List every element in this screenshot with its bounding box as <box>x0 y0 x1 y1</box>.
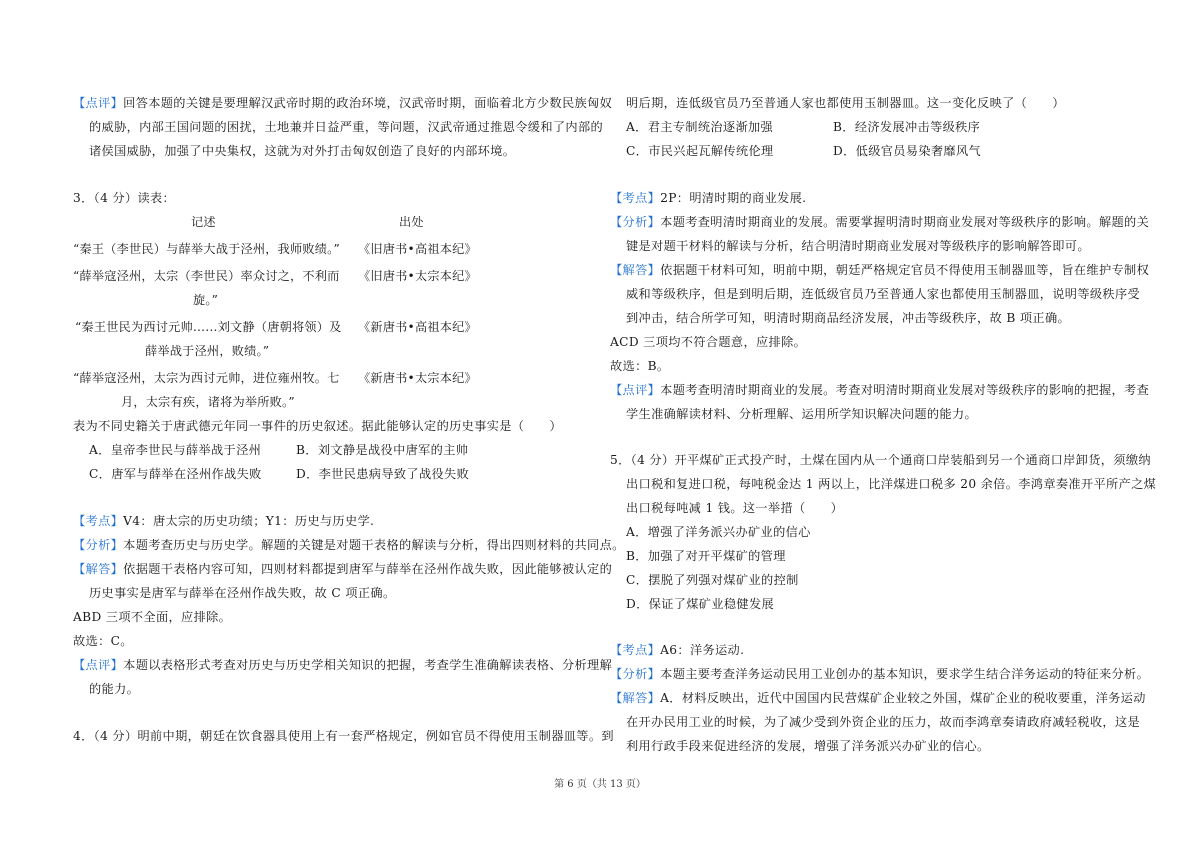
q2-comment-line2: 的威胁，内部王国问题的困扰，土地兼并日益严重，等问题，汉武帝通过推恩令缓和了内部的 <box>89 120 604 134</box>
q3-option-d: D．李世民患病导致了战役失败 <box>296 467 470 481</box>
table-row-3-record-cont: 薛举战于泾州，败绩。” <box>145 344 270 358</box>
table-row-2-record-cont: 旋。” <box>193 293 219 307</box>
q5-option-c: C．摆脱了列强对煤矿业的控制 <box>626 573 799 587</box>
q2-comment-line3: 诸侯国威胁，加强了中央集权，这就为对外打击匈奴创造了良好的内部环境。 <box>89 144 516 158</box>
q4-jieda-line3: 到冲击，结合所学可知，明清时期商品经济发展，冲击等级秩序，故 B 项正确。 <box>626 311 1071 325</box>
table-row-2-source: 《旧唐书•太宗本纪》 <box>358 269 477 283</box>
q4-option-a: A．君主专制统治逐渐加强 <box>626 120 774 134</box>
q4-option-b: B．经济发展冲击等级秩序 <box>833 120 981 134</box>
table-row-3-record: “秦王世民为西讨元帅……刘文静（唐朝将领）及 <box>75 320 342 334</box>
q5-option-a: A．增强了洋务派兴办矿业的信心 <box>626 525 811 539</box>
q4-choose: 故选：B。 <box>610 359 670 373</box>
table-row-1-source: 《旧唐书•高祖本纪》 <box>358 242 477 256</box>
q3-choose: 故选：C。 <box>73 634 133 648</box>
q4-jieda-line2: 威和等级秩序，但是到明后期，连低级官员乃至普通人家也都使用玉制器皿，说明等级秩序受 <box>626 287 1141 301</box>
table-row-4-record: “薛举寇泾州，太宗为西讨元帅，进位雍州牧。七 <box>73 371 340 385</box>
table-row-4-source: 《新唐书•太宗本纪》 <box>358 371 477 385</box>
q4-dianping-line2: 学生准确解读材料、分析理解、运用所学知识解决问题的能力。 <box>626 407 978 421</box>
q4-option-d: D．低级官员易染奢靡风气 <box>833 144 982 158</box>
q5-jieda-line3: 利用行政手段来促进经济的发展，增强了洋务派兴办矿业的信心。 <box>626 739 990 753</box>
q3-jieda-line1: 【解答】依据题干表格内容可知，四则材料都提到唐军与薛举在泾州作战失败，因此能够被认定的 <box>73 562 613 576</box>
q3-abd: ABD 三项不全面，应排除。 <box>73 610 232 624</box>
q4-kaodian: 【考点】2P：明清时期的商业发展. <box>610 191 807 205</box>
q3-jieda-line2: 历史事实是唐军与薛举在泾州作战失败，故 C 项正确。 <box>89 586 396 600</box>
table-row-2-record: “薛举寇泾州，太宗（李世民）率众讨之，不利而 <box>73 269 340 283</box>
q4-jieda-line1: 【解答】依据题干材料可知，明前中期，朝廷严格规定官员不得使用玉制器皿等，旨在维护专制权 <box>610 263 1150 277</box>
q5-fenxi: 【分析】本题主要考查洋务运动民用工业创办的基本知识，要求学生结合洋务运动的特征来分析。 <box>610 667 1150 681</box>
q5-stem-line1: 5．（4 分）开平煤矿正式投产时，土煤在国内从一个通商口岸装船到另一个通商口岸卸货，须缴纳 <box>610 453 1151 467</box>
q5-kaodian: 【考点】A6：洋务运动. <box>610 643 745 657</box>
q5-stem-line2: 出口税和复进口税，每吨税金达 1 两以上，比洋煤进口税多 20 余倍。李鸿章奏准开平所产之煤 <box>626 477 1157 491</box>
q3-fenxi: 【分析】本题考查历史与历史学。解题的关键是对题干表格的解读与分析，得出四则材料的共同点。 <box>73 538 625 552</box>
q4-fenxi-line2: 键是对题干材料的解读与分析，结合明清时期商业发展对等级秩序的影响解答即可。 <box>626 239 1090 253</box>
q3-dianping-line2: 的能力。 <box>89 682 140 696</box>
q5-option-d: D．保证了煤矿业稳健发展 <box>626 597 775 611</box>
q5-jieda-line1: 【解答】A．材料反映出，近代中国国内民营煤矿企业较之外国，煤矿企业的税收要重，洋务运动 <box>610 691 1146 705</box>
page-footer: 第 6 页（共 13 页） <box>554 779 646 790</box>
q4-acd: ACD 三项均不符合题意，应排除。 <box>610 335 807 349</box>
table-header-source: 出处 <box>399 215 424 229</box>
q3-dianping-line1: 【点评】本题以表格形式考查对历史与历史学相关知识的把握，考查学生准确解读表格、分析理解 <box>73 658 613 672</box>
q5-stem-line3: 出口税每吨减 1 钱。这一举措（ ） <box>626 501 844 515</box>
table-row-1-record: “秦王（李世民）与薛举大战于泾州，我师败绩。” <box>73 242 340 256</box>
table-row-3-source: 《新唐书•高祖本纪》 <box>358 320 477 334</box>
q4-dianping-line1: 【点评】本题考查明清时期商业的发展。考查对明清时期商业发展对等级秩序的影响的把握，考查 <box>610 383 1150 397</box>
q4-fenxi-line1: 【分析】本题考查明清时期商业的发展。需要掌握明清时期商业发展对等级秩序的影响。解题的关 <box>610 215 1150 229</box>
q4-stem: 4．（4 分）明前中期，朝廷在饮食器具使用上有一套严格规定，例如官员不得使用玉制器皿等。到 <box>73 729 614 743</box>
comment-tag: 【点评】 <box>73 96 124 110</box>
q2-comment-line1: 【点评】回答本题的关键是要理解汉武帝时期的政治环境，汉武帝时期，面临着北方少数民族匈奴 <box>73 96 613 110</box>
q4-option-c: C．市民兴起瓦解传统伦理 <box>626 144 774 158</box>
q5-jieda-line2: 在开办民用工业的时候，为了减少受到外资企业的压力，故而李鸿章奏请政府减轻税收，这是 <box>626 715 1141 729</box>
q3-question: 表为不同史籍关于唐武德元年同一事件的历史叙述。据此能够认定的历史事实是（ ） <box>73 419 562 433</box>
q3-stem: 3．（4 分）读表： <box>73 191 176 205</box>
q3-kaodian: 【考点】V4：唐太宗的历史功绩；Y1：历史与历史学. <box>73 514 375 528</box>
q3-option-c: C．唐军与薛举在泾州作战失败 <box>89 467 262 481</box>
q4-stem-cont: 明后期，连低级官员乃至普通人家也都使用玉制器皿。这一变化反映了（ ） <box>626 96 1065 110</box>
q3-option-b: B．刘文静是战役中唐军的主帅 <box>296 443 469 457</box>
q5-option-b: B．加强了对开平煤矿的管理 <box>626 549 786 563</box>
table-header-record: 记述 <box>191 215 216 229</box>
table-row-4-record-cont: 月，太宗有疾，诸将为举所败。” <box>121 395 295 409</box>
q3-option-a: A．皇帝李世民与薛举战于泾州 <box>89 443 262 457</box>
